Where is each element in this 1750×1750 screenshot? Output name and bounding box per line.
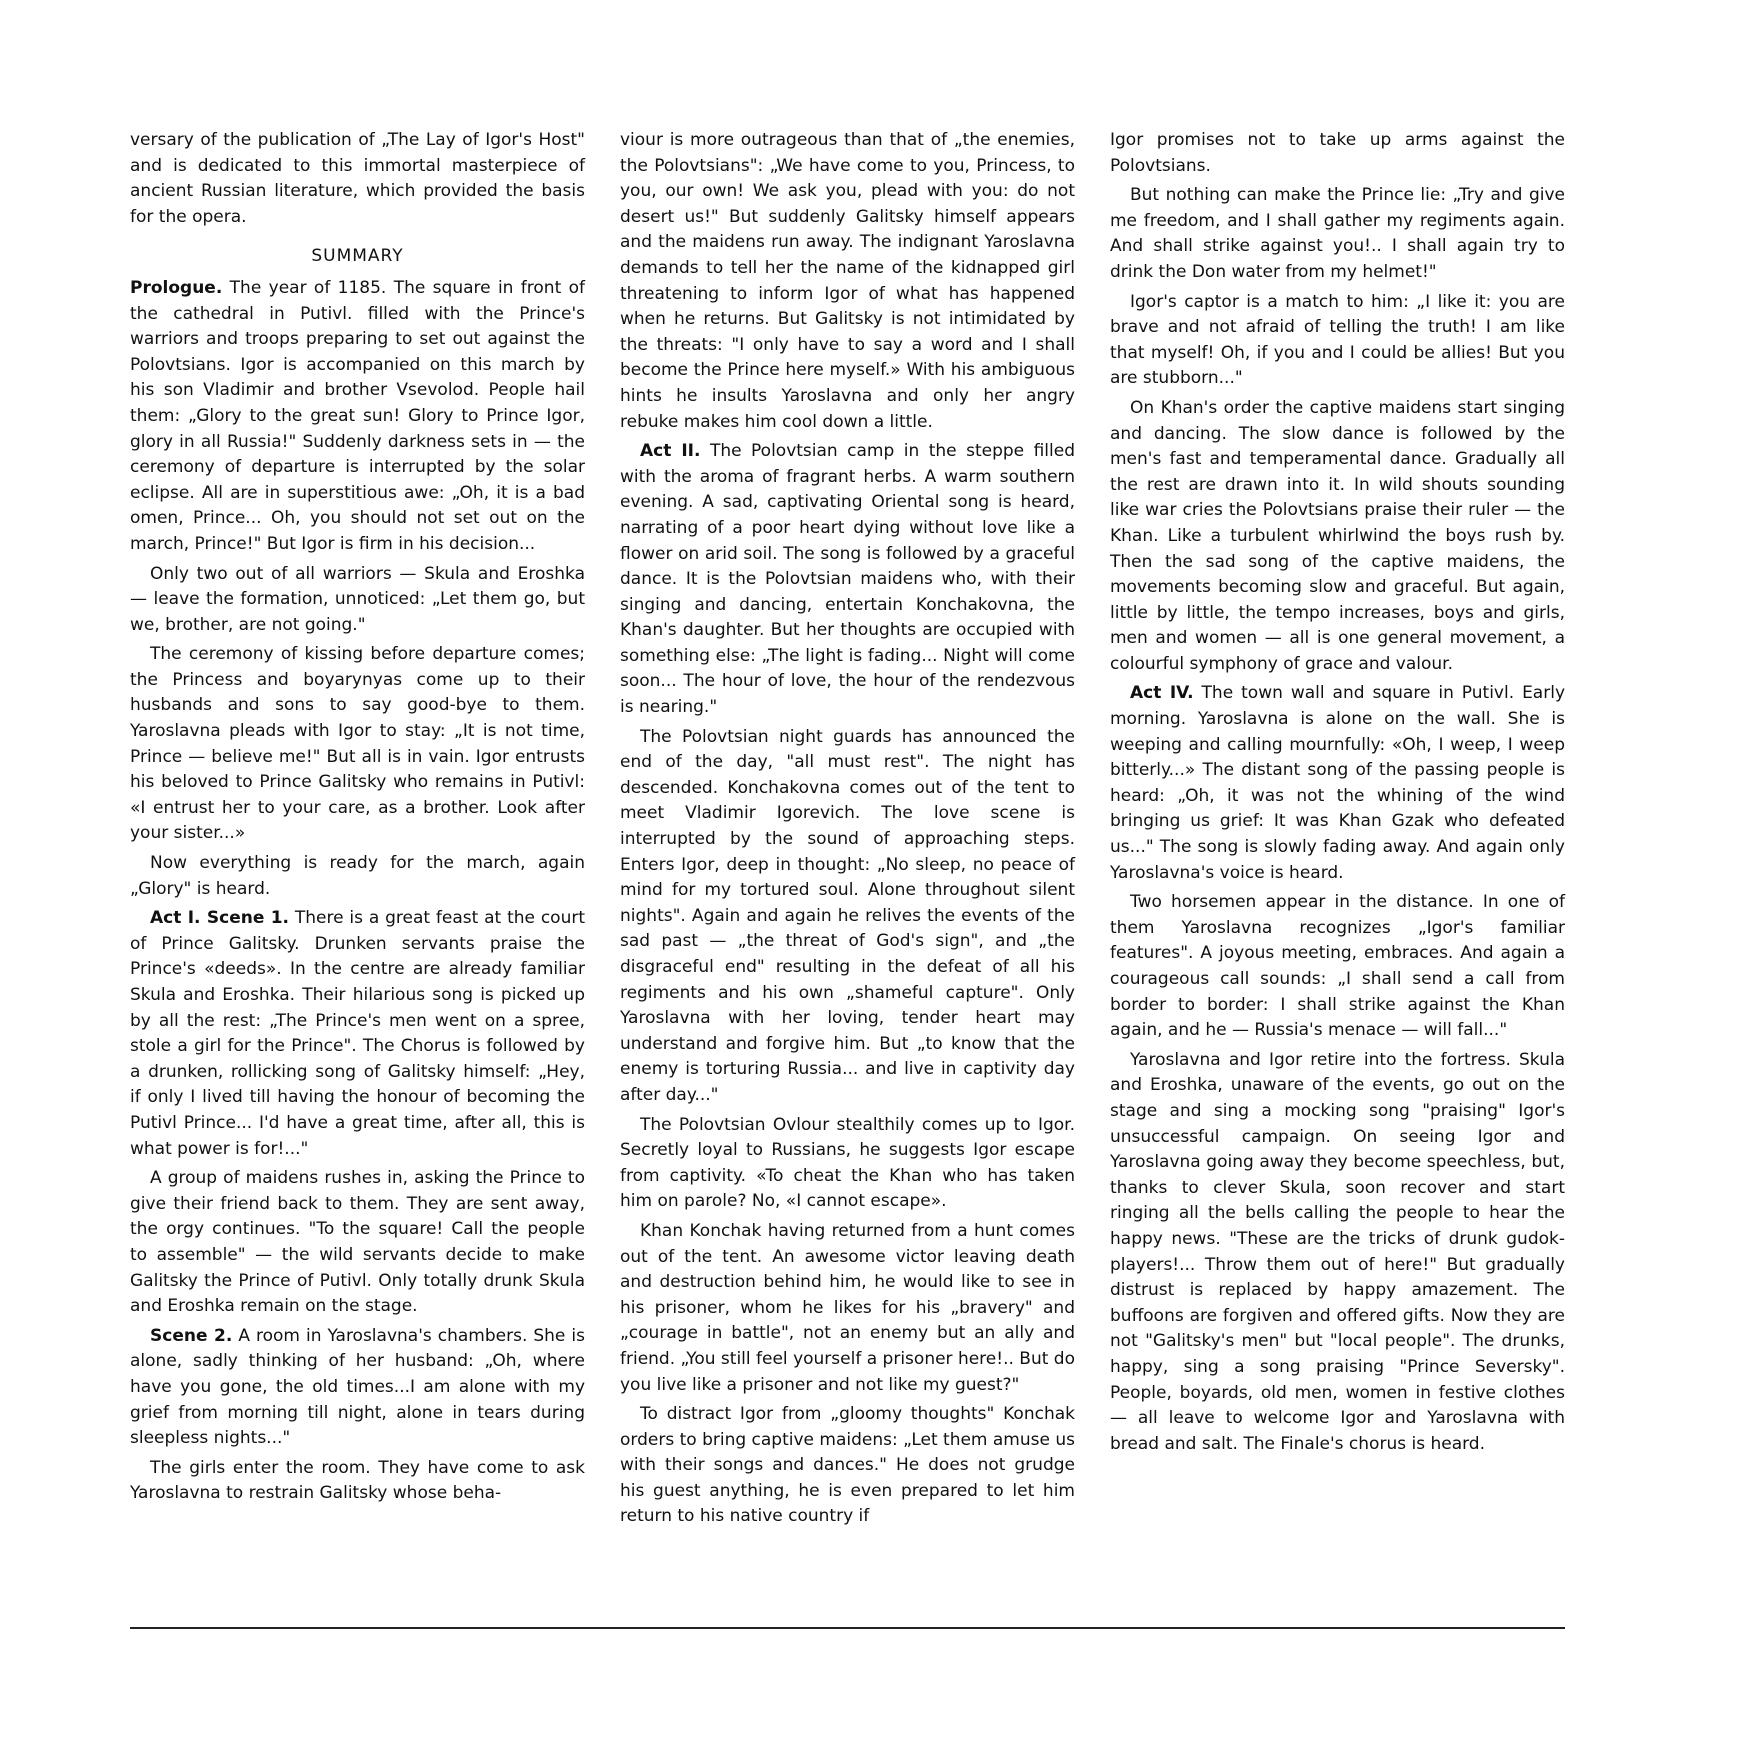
paragraph-prologue — [130, 276, 585, 558]
paragraph-text: The year of 1185. The square in front of the cathedral in Putivl. filled with the Prince's warriors and troops preparing to set out against the Polovtsians. Igor is accompanied on this march by his son Vladimir and brother Vsevolod. People hail them: „Glory to the great sun! Glory to Prince Igor, glory in all Russia!" Suddenly darkness sets in — the ceremony of departure is interrupted by the solar eclipse. All are in superstitious awe: „Oh, it is a bad omen, Prince... Oh, you should not set out on the march, Prince!" But Igor is firm in his decision... — [130, 277, 585, 554]
paragraph: The Polovtsian night guards has announced the end of the day, "all must rest". The night has descended. Konchakovna comes out of the tent to meet Vladimir Igorevich. The love scene is interrupted by the sound of approaching steps. Enters Igor, deep in thought: „No sleep, no peace of mind for my tortured soul. Alone throughout silent nights". Again and again he relives the events of the sad past — „the threat of God's sign", and „the disgraceful end" resulting in the defeat of all his regiments and his own „shameful capture". Only Yaroslavna with her loving, tender heart may understand and forgive him. But „to know that the enemy is torturing Russia... and live in captivity day after day..." — [620, 726, 1075, 1105]
text-column-3 — [1110, 128, 1565, 1534]
text-column-1 — [130, 128, 585, 1534]
paragraph: A group of maidens rushes in, asking the Prince to give their friend back to them. They are sent away, the orgy continues. "To the square! Call the people to assemble" — the wild servants decide to make Galitsky the Prince of Putivl. Only totally drunk Skula and Eroshka remain on the stage. — [130, 1168, 585, 1317]
paragraph-label: Act I. Scene 1. — [150, 908, 290, 929]
paragraph: The ceremony of kissing before departure comes; the Princess and boyarynyas come up to their husbands and sons to say good-bye to them. Yaroslavna pleads with Igor to stay: „It is not time, Prince — believe me!" But all is in vain. Igor entrusts his beloved to Prince Galitsky who remains in Putivl: «I entrust her to your care, as a brother. Look after your sister...» — [130, 644, 585, 844]
paragraph: Two horsemen appear in the distance. In one of them Yaroslavna recognizes „Igor's familiar features". A joyous meeting, embraces. And again a courageous call sounds: „I shall send a call from border to border: I shall strike against the Khan again, and he — Russia's menace — will fall..." — [1110, 892, 1565, 1041]
paragraph-act-4 — [1110, 681, 1565, 886]
bottom-rule — [130, 1627, 1565, 1629]
paragraph: Only two out of all warriors — Skula and Eroshka — leave the formation, unnoticed: „Let them go, but we, brother, are not going." — [130, 563, 585, 635]
paragraph: To distract Igor from „gloomy thoughts" Konchak orders to bring captive maidens: „Let them amuse us with their songs and dances." He does not grudge his guest anything, he is even prepared to let him return to his native country if — [620, 1404, 1075, 1527]
paragraph: Khan Konchak having returned from a hunt comes out of the tent. An awesome victor leaving death and destruction behind him, he would like to see in his prisoner, whom he likes for his „bravery" and „courage in battle", not an enemy but an ally and friend. „You still feel yourself a prisoner here!.. But do you live like a prisoner and not like my guest?" — [620, 1220, 1075, 1395]
text-column-2 — [620, 128, 1075, 1534]
paragraph-text: The Polovtsian camp in the steppe filled with the aroma of fragrant herbs. A warm southern evening. A sad, captivating Oriental song is heard, narrating of a poor heart dying without love like a flower on arid soil. The song is followed by a graceful dance. It is the Polovtsian maidens who, with their singing and dancing, entertain Konchakovna, the Khan's daughter. But her thoughts are occupied with something else: „The light is fading... Night will come soon... The hour of love, the hour of the rendezvous is nearing." — [620, 441, 1075, 718]
paragraph: On Khan's order the captive maidens start singing and dancing. The slow dance is followed by the men's fast and temperamental dance. Gradually all the rest are drawn into it. In wild shouts sounding like war cries the Polovtsians praise their ruler — the Khan. Like a turbulent whirlwind the boys rush by. Then the sad song of the captive maidens, the movements becoming slow and graceful. But again, little by little, the tempo increases, boys and girls, men and women — all is one general movement, a colourful symphony of grace and valour. — [1110, 397, 1565, 674]
paragraph: But nothing can make the Prince lie: „Try and give me freedom, and I shall gather my regiments again. And shall strike against you!.. I shall again try to drink the Don water from my helmet!" — [1110, 185, 1565, 282]
document-page — [130, 128, 1565, 1534]
paragraph-label: Scene 2. — [150, 1325, 233, 1346]
paragraph: Now everything is ready for the march, again „Glory" is heard. — [130, 853, 585, 899]
paragraph-text: A room in Yaroslavna's chambers. She is alone, sadly thinking of her husband: „Oh, where have you gone, the old times...I am alone with my grief from morning till night, alone in tears during sleepless nights..." — [130, 1325, 585, 1449]
paragraph-text: The town wall and square in Putivl. Early morning. Yaroslavna is alone on the wall. She is weeping and calling mournfully: «Oh, I weep, I weep bitterly...» The distant song of the passing people is heard: „Oh, it was not the whining of the wind bringing us grief: It was Khan Gzak who defeated us..." The song is slowly fading away. And again only Yaroslavna's voice is heard. — [1110, 683, 1566, 883]
paragraph-text: There is a great feast at the court of Prince Galitsky. Drunken servants praise the Prince's «deeds». In the centre are already familiar Skula and Eroshka. Their hilarious song is picked up by all the rest: „The Prince's men went on a spree, stole a girl for the Prince". The Chorus is followed by a drunken, rollicking song of Galitsky himself: „Hey, if only I lived till having the honour of becoming the Putivl Prince... I'd have a great time, after all, this is what power is for!..." — [130, 908, 585, 1159]
paragraph-act-1-scene-1 — [130, 906, 585, 1162]
paragraph-scene-2 — [130, 1324, 585, 1452]
paragraph: Yaroslavna and Igor retire into the fortress. Skula and Eroshka, unaware of the events, go out on the stage and sing a mocking song "praising" Igor's unsuccessful campaign. On seeing Igor and Yaroslavna going away they become speechless, but, thanks to clever Skula, soon recover and start ringing all the bells calling the people to hear the happy news. "These are the tricks of drunk gudok-players!... Throw them out of here!" But gradually distrust is replaced by happy amazement. The buffoons are forgiven and offered gifts. Now they are not "Galitsky's men" but "local people". The drunks, happy, sing a song praising "Prince Seversky". People, boyards, old men, women in festive clothes — all leave to welcome Igor and Yaroslavna with bread and salt. The Finale's chorus is heard. — [1110, 1049, 1565, 1454]
paragraph: The Polovtsian Ovlour stealthily comes up to Igor. Secretly loyal to Russians, he suggests Igor escape from captivity. «To cheat the Khan who has taken him on parole? No, «I cannot escape». — [620, 1114, 1075, 1212]
paragraph: versary of the publication of „The Lay of Igor's Host" and is dedicated to this immortal masterpiece of ancient Russian literature, which provided the basis for the opera. — [130, 130, 585, 227]
paragraph: Igor promises not to take up arms against the Polovtsians. — [1110, 130, 1565, 176]
paragraph: Igor's captor is a match to him: „I like it: you are brave and not afraid of telling the truth! I am like that myself! Oh, if you and I could be allies! But you are stubborn..." — [1110, 291, 1565, 389]
paragraph-label: Act II. — [640, 441, 701, 462]
paragraph-act-2 — [620, 439, 1075, 721]
paragraph-label: Act IV. — [1130, 683, 1194, 704]
paragraph: viour is more outrageous than that of „the enemies, the Polovtsians": „We have come to you, Princess, to you, our own! We ask you, plead with you: do not desert us!" But suddenly Galitsky himself appears and the maidens run away. The indignant Yaroslavna demands to tell her the name of the kidnapped girl threatening to inform Igor of what has happened when he returns. But Galitsky is not intimidated by the threats: "I only have to say a word and I shall become the Prince here myself.» With his ambiguous hints he insults Yaroslavna and only her angry rebuke makes him cool down a little. — [620, 130, 1075, 432]
section-heading: SUMMARY — [311, 246, 404, 267]
paragraph: The girls enter the room. They have come to ask Yaroslavna to restrain Galitsky whose beha- — [130, 1457, 585, 1504]
paragraph-label: Prologue. — [130, 277, 223, 298]
